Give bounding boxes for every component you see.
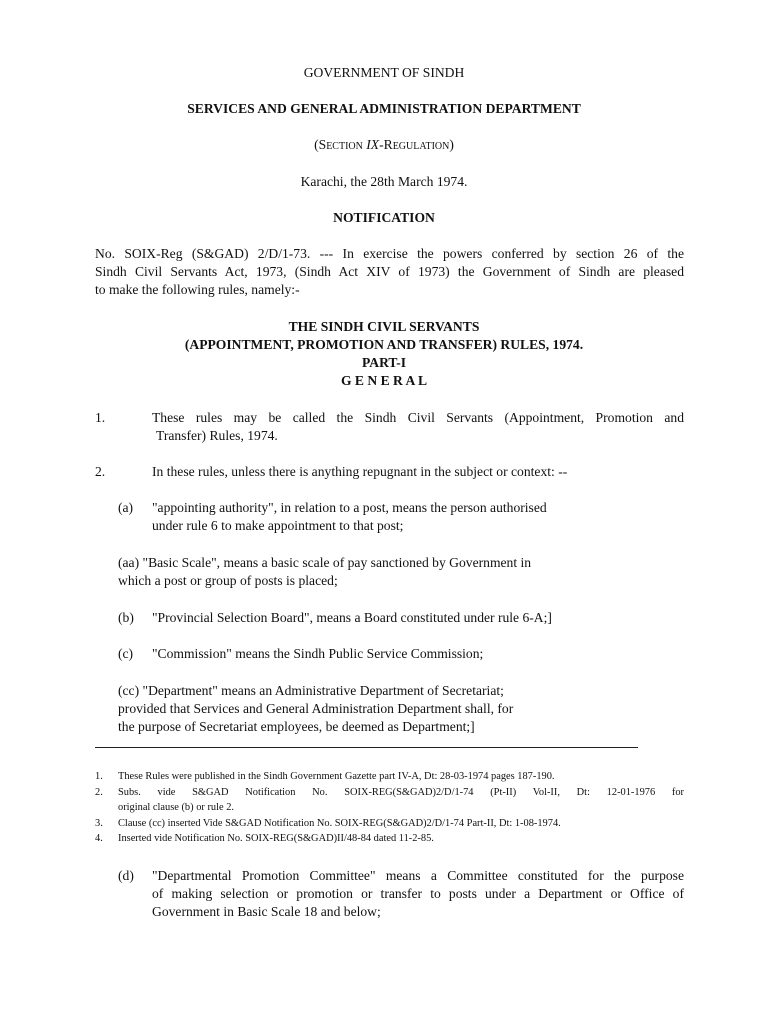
footnote-1-number: 1. (95, 771, 103, 782)
footnote-2-line-2: original clause (b) or rule 2. (118, 802, 234, 813)
rule-1-line-1: These rules may be called the Sindh Civil Servants (Appointment, Promotion and (152, 410, 684, 425)
part-heading: PART-I (361, 355, 407, 370)
clause-d-label: (d) (118, 868, 134, 883)
footnote-2-number: 2. (95, 787, 103, 798)
clause-a-line-2: under rule 6 to make appointment to that post; (152, 518, 404, 533)
notification-heading: NOTIFICATION (333, 210, 435, 225)
place-date: Karachi, the 28th March 1974. (300, 174, 468, 189)
intro-line-1: No. SOIX-Reg (S&GAD) 2/D/1-73. --- In exercise the powers conferred by section 26 of the (95, 246, 684, 261)
rules-title-line-1: THE SINDH CIVIL SERVANTS (288, 319, 480, 334)
rule-1-number: 1. (95, 410, 106, 425)
section-close: -Regulation) (379, 137, 454, 152)
clause-c-text: "Commission" means the Sindh Public Service Commission; (152, 646, 484, 661)
footnote-divider (95, 747, 638, 748)
clause-cc-line-1: (cc) "Department" means an Administrative Department of Secretariat; (118, 683, 504, 698)
clause-aa-line-1: (aa) "Basic Scale", means a basic scale of pay sanctioned by Government in (118, 555, 532, 570)
section-open: (Section (314, 137, 367, 152)
clause-b-text: "Provincial Selection Board", means a Board constituted under rule 6-A;] (152, 610, 552, 625)
intro-line-3: to make the following rules, namely:- (95, 282, 300, 297)
rule-2-number: 2. (95, 464, 106, 479)
clause-aa-line-2: which a post or group of posts is placed; (118, 573, 338, 588)
clause-cc-line-3: the purpose of Secretariat employees, be deemed as Department;] (118, 719, 475, 734)
rules-title-line-2: (APPOINTMENT, PROMOTION AND TRANSFER) RULES, 1974. (184, 337, 584, 352)
intro-line-2: Sindh Civil Servants Act, 1973, (Sindh Act XIV of 1973) the Government of Sindh are pleased (95, 264, 684, 279)
general-heading: G E N E R A L (340, 373, 428, 388)
footnote-4-text: Inserted vide Notification No. SOIX-REG(S&GAD)II/48-84 dated 11-2-85. (118, 833, 434, 844)
footnote-4-number: 4. (95, 833, 103, 844)
rule-2-line-1: In these rules, unless there is anything repugnant in the subject or context: -- (152, 464, 568, 479)
section-regulation (0, 136, 768, 154)
clause-c-label: (c) (118, 646, 134, 661)
clause-b-label: (b) (118, 610, 134, 625)
rule-1-line-2: Transfer) Rules, 1974. (156, 428, 278, 443)
department-heading: SERVICES AND GENERAL ADMINISTRATION DEPARTMENT (187, 101, 581, 116)
clause-d-line-2: of making selection or promotion or transfer to posts under a Department or Office of (152, 886, 684, 901)
government-heading: GOVERNMENT OF SINDH (303, 65, 465, 80)
clause-a-label: (a) (118, 500, 134, 515)
clause-d-line-1: "Departmental Promotion Committee" means a Committee constituted for the purpose (152, 868, 684, 883)
footnote-3-text: Clause (cc) inserted Vide S&GAD Notification No. SOIX-REG(S&GAD)2/D/1-74 Part-II, Dt: 1-08-1974. (118, 818, 561, 829)
clause-d-line-3: Government in Basic Scale 18 and below; (152, 904, 381, 919)
footnote-1-text: These Rules were published in the Sindh Government Gazette part IV-A, Dt: 28-03-1974 pages 187-190. (118, 771, 555, 782)
footnote-3-number: 3. (95, 818, 103, 829)
footnote-2-line-1: Subs. vide S&GAD Notification No. SOIX-REG(S&GAD)2/D/1-74 (Pt-II) Vol-II, Dt: 12-01-1976 for (118, 787, 684, 798)
clause-a-line-1: "appointing authority", in relation to a post, means the person authorised (152, 500, 547, 515)
clause-cc-line-2: provided that Services and General Administration Department shall, for (118, 701, 514, 716)
section-roman: IX (366, 137, 380, 152)
